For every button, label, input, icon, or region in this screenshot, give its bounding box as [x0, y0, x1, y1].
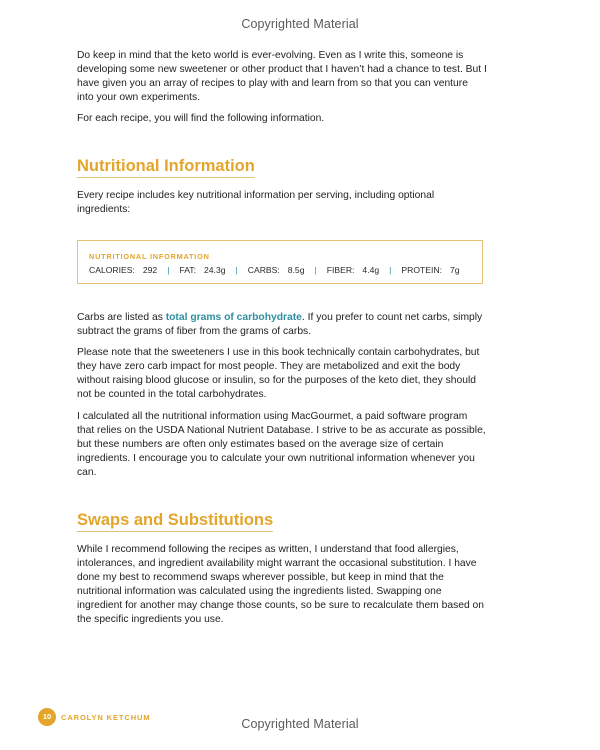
fat-value: 24.3g — [204, 265, 226, 275]
fiber-label: FIBER: — [326, 265, 355, 275]
protein-value: 7g — [449, 265, 460, 275]
calories-value: 292 — [142, 265, 158, 275]
carbs-label: CARBS: — [247, 265, 280, 275]
separator: | — [235, 265, 238, 275]
protein-label: PROTEIN: — [401, 265, 442, 275]
intro-paragraph-2: For each recipe, you will find the following information. — [77, 113, 325, 125]
swaps-body — [77, 543, 487, 628]
nutritional-intro — [77, 189, 487, 217]
section-heading-swaps: Swaps and Substitutions — [77, 510, 273, 532]
fiber-value: 4.4g — [362, 265, 380, 275]
intro-paragraph-1: Do keep in mind that the keto world is ever-evolving. Even as I write this, someone is developing some new sweetener or other product that I haven’t had a chance to test. But I have given you an array of recipes to play with and learn from so that you can venture into your own experiments. — [77, 50, 487, 104]
calories-label: CALORIES: — [89, 265, 135, 275]
nutrition-box-title: NUTRITIONAL INFORMATION — [89, 252, 210, 261]
swaps-heading-block — [77, 510, 487, 532]
carbs-paragraph — [77, 311, 487, 339]
watermark-bottom: Copyrighted Material — [241, 717, 359, 731]
nutrition-info-box — [77, 240, 483, 284]
carbs-text-before: Carbs are listed as — [77, 312, 166, 323]
swaps-paragraph: While I recommend following the recipes as written, I understand that food allergies, intolerances, and ingredient availability might warrant the occasional substitution. I have done my best to recommend swaps wherever possible, but keep in mind that the nutritional information was calculated using the ingredients listed. Swapping one ingredient for another may change those counts, so be sure to recalculate them based on the specific ingredients you use. — [77, 544, 484, 626]
separator: | — [389, 265, 392, 275]
nutritional-body — [77, 311, 487, 480]
carbs-highlight: total grams of carbohydrate — [165, 312, 302, 323]
nutritional-paragraph-1: Every recipe includes key nutritional information per serving, including optional ingredients: — [77, 190, 435, 216]
separator: | — [314, 265, 317, 275]
section-heading-nutritional-information: Nutritional Information — [77, 156, 255, 178]
carbs-text-after: . If you prefer to count net carbs, simply subtract the grams of fiber from the grams of carbs. — [77, 312, 483, 338]
sweeteners-paragraph: Please note that the sweeteners I use in this book technically contain carbohydrates, but they have zero carb impact for most people. They are metabolized and exit the body without raising blood glucose or insulin, so for the purposes of the keto diet, they should not be counted in the total carbohydrates. — [77, 347, 480, 401]
footer-author: CAROLYN KETCHUM — [61, 713, 151, 722]
page-number-badge: 10 — [38, 708, 56, 726]
nutritional-heading-block — [77, 156, 487, 178]
carbs-value: 8.5g — [287, 265, 305, 275]
nutrition-box-row — [89, 265, 460, 275]
macgourmet-paragraph: I calculated all the nutritional information using MacGourmet, a paid software program that relies on the USDA National Nutrient Database. I strive to be as accurate as possible, but these numbers are often only estimates based on the average size of certain ingredients. I encourage you to calculate your own nutritional information whenever you can. — [77, 410, 486, 478]
fat-label: FAT: — [179, 265, 196, 275]
intro-section — [77, 49, 487, 126]
separator: | — [167, 265, 170, 275]
watermark-top: Copyrighted Material — [241, 17, 359, 31]
